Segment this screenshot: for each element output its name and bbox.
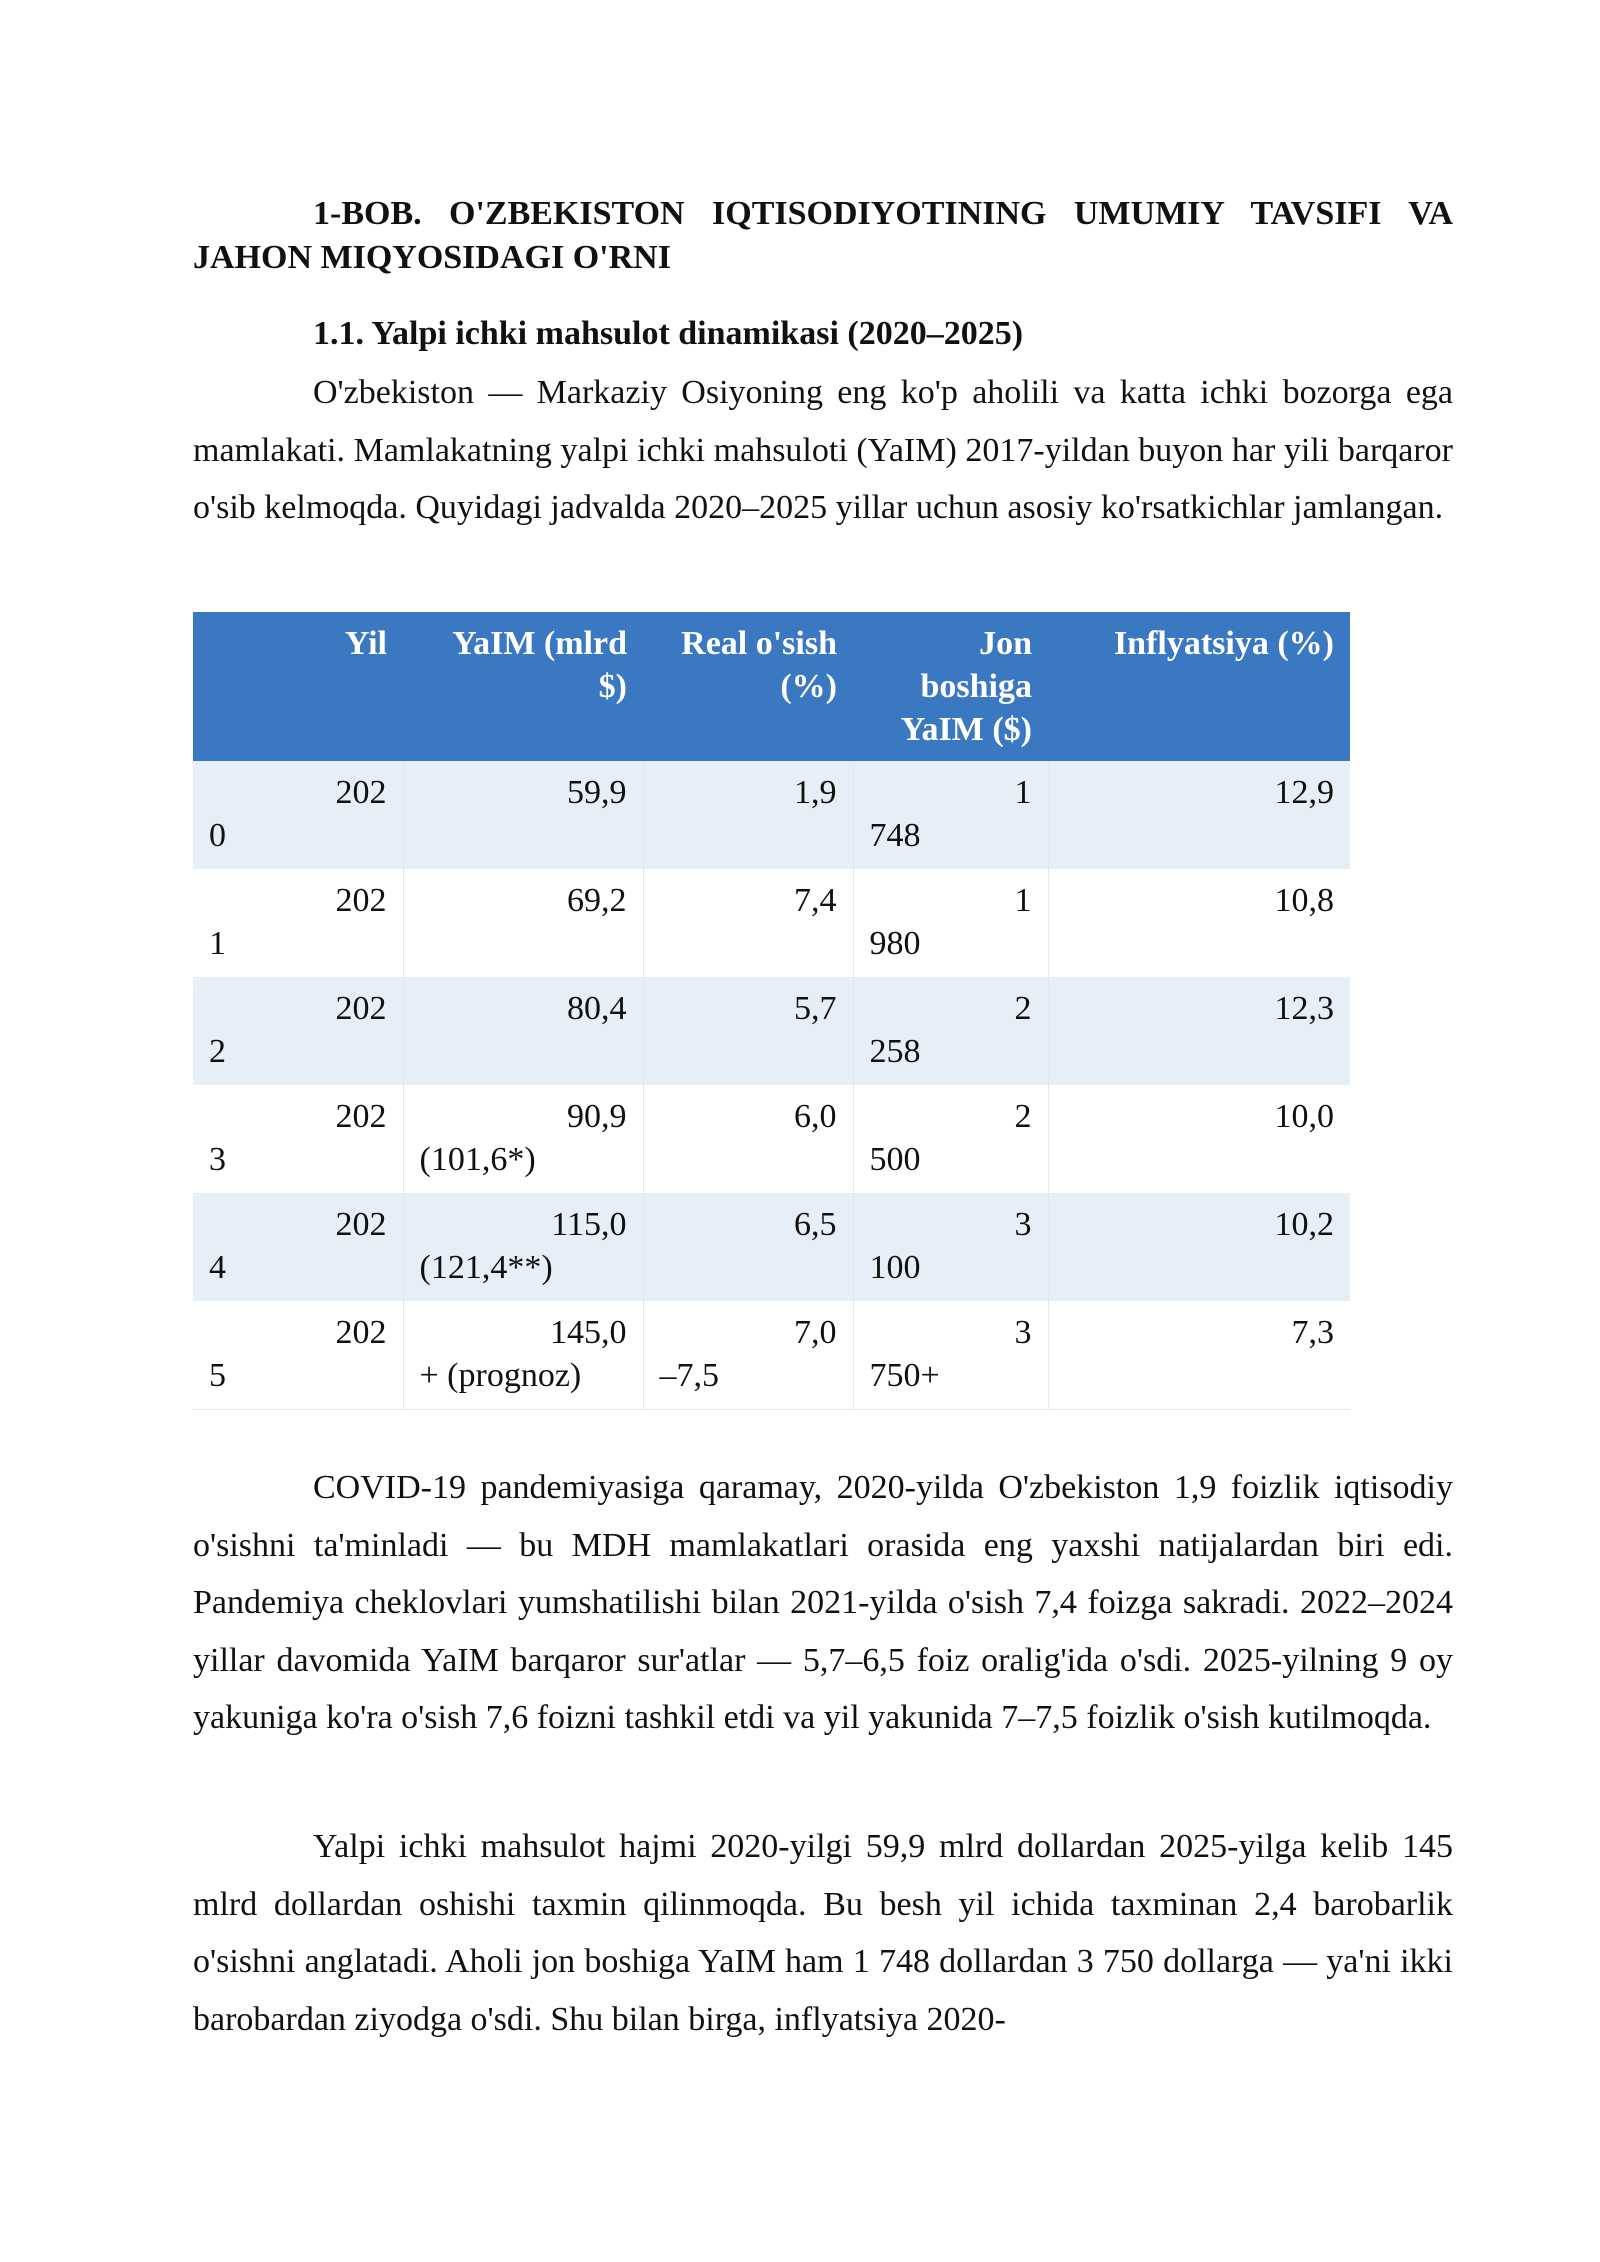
- cell-inflation: 10,2: [1048, 1193, 1350, 1301]
- cell-inflation: 12,9: [1048, 761, 1350, 869]
- cell-growth: 7,4: [643, 869, 853, 977]
- header-inflation: Inflyatsiya (%): [1048, 612, 1350, 761]
- cell-growth: 7,0 –7,5: [643, 1301, 853, 1409]
- chapter-title: 1-BOB. O'ZBEKISTON IQTISODIYOTINING UMUMIY TAVSIFI VA JAHON MIQYOSIDAGI O'RNI: [193, 195, 1453, 276]
- cell-per-capita: 2 500: [853, 1085, 1048, 1193]
- cell-gdp: 59,9: [403, 761, 643, 869]
- cell-growth: 5,7: [643, 977, 853, 1085]
- cell-inflation: 12,3: [1048, 977, 1350, 1085]
- cell-per-capita: 3 100: [853, 1193, 1048, 1301]
- table-row: [193, 1085, 1350, 1193]
- header-year: Yil: [193, 612, 403, 761]
- header-real-growth: Real o'sish (%): [643, 612, 853, 761]
- cell-inflation: 7,3: [1048, 1301, 1350, 1409]
- cell-inflation: 10,8: [1048, 869, 1350, 977]
- cell-growth: 6,5: [643, 1193, 853, 1301]
- cell-gdp: 115,0 (121,4**): [403, 1193, 643, 1301]
- cell-year: 202 1: [193, 869, 403, 977]
- table-row: [193, 1193, 1350, 1301]
- table-row: [193, 869, 1350, 977]
- cell-per-capita: 3 750+: [853, 1301, 1048, 1409]
- cell-year: 202 2: [193, 977, 403, 1085]
- intro-paragraph: O'zbekiston — Markaziy Osiyoning eng ko'p aholili va katta ichki bozorga ega mamlakati. Mamlakatning yalpi ichki mahsuloti (YaIM) 2017-yildan buyon har yili barqaror o'sib kelmoqda. Quyidagi jadvalda 2020–2025 yillar uchun asosiy ko'rsatkichlar jamlangan.: [193, 374, 1453, 526]
- table-row: [193, 761, 1350, 869]
- cell-per-capita: 1 980: [853, 869, 1048, 977]
- header-gdp-per-capita: Jon boshiga YaIM ($): [853, 612, 1048, 761]
- cell-year: 202 5: [193, 1301, 403, 1409]
- cell-growth: 1,9: [643, 761, 853, 869]
- cell-per-capita: 2 258: [853, 977, 1048, 1085]
- cell-gdp: 145,0 + (prognoz): [403, 1301, 643, 1409]
- cell-year: 202 4: [193, 1193, 403, 1301]
- header-gdp: YaIM (mlrd $): [403, 612, 643, 761]
- cell-per-capita: 1 748: [853, 761, 1048, 869]
- table-header-row: [193, 612, 1350, 761]
- section-title: 1.1. Yalpi ichki mahsulot dinamikasi (2020–2025): [313, 315, 1024, 352]
- gdp-table: [193, 612, 1350, 1410]
- cell-gdp: 80,4: [403, 977, 643, 1085]
- cell-gdp: 90,9 (101,6*): [403, 1085, 643, 1193]
- cell-year: 202 0: [193, 761, 403, 869]
- body-paragraph-gdp-volume: Yalpi ichki mahsulot hajmi 2020-yilgi 59,9 mlrd dollardan 2025-yilga kelib 145 mlrd dollardan oshishi taxmin qilinmoqda. Bu besh yil ichida taxminan 2,4 barobarlik o'sishni anglatadi. Aholi jon boshiga YaIM ham 1 748 dollardan 3 750 dollarga — ya'ni ikki barobardan ziyodga o'sdi. Shu bilan birga, inflyatsiya 2020-: [193, 1828, 1453, 2038]
- body-paragraph-covid: COVID-19 pandemiyasiga qaramay, 2020-yilda O'zbekiston 1,9 foizlik iqtisodiy o'sishni ta'minladi — bu MDH mamlakatlari orasida eng yaxshi natijalardan biri edi. Pandemiya cheklovlari yumshatilishi bilan 2021-yilda o'sish 7,4 foizga sakradi. 2022–2024 yillar davomida YaIM barqaror sur'atlar — 5,7–6,5 foiz oralig'ida o'sdi. 2025-yilning 9 oy yakuniga ko'ra o'sish 7,6 foizni tashkil etdi va yil yakunida 7–7,5 foizlik o'sish kutilmoqda.: [193, 1469, 1453, 1736]
- table-row: [193, 977, 1350, 1085]
- cell-inflation: 10,0: [1048, 1085, 1350, 1193]
- cell-year: 202 3: [193, 1085, 403, 1193]
- table-row: [193, 1301, 1350, 1409]
- cell-growth: 6,0: [643, 1085, 853, 1193]
- cell-gdp: 69,2: [403, 869, 643, 977]
